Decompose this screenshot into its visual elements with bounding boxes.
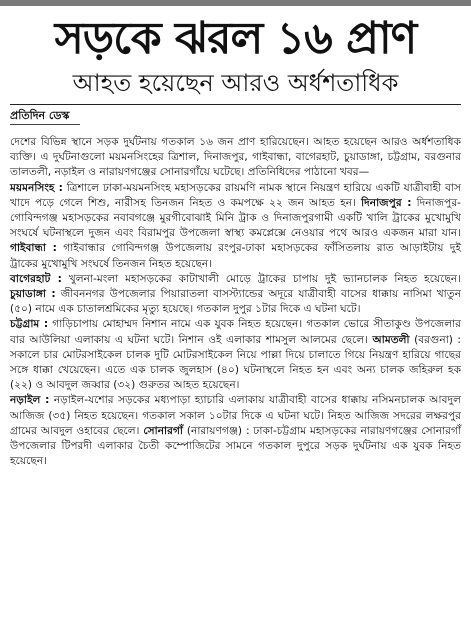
location-label: নড়াইল : (10, 394, 50, 407)
byline-underline (10, 124, 80, 125)
paragraph-text: ত্রিশালে ঢাকা-ময়মনসিংহ মহাসড়কের রায়মণি নামক স্থানে নিয়ন্ত্রণ হারিয়ে একটি যাত্রীবাহী বাস খাদে পড়ে গেলে শিশু, নারীসহ তিনজন নিহত ও কমপক্ষে ২২ জন আহত হন। (10, 181, 461, 209)
byline: প্রতিদিন ডেস্ক (10, 109, 70, 122)
paragraph-text: (বরগুনা) : সকালে চার মোটরসাইকেল চালক দুটি মোটরসাইকেল নিয়ে পাল্লা দিয়ে চালাতে গিয়ে নিয়ন্ত্রণ হারিয়ে গাছের সঙ্গে ধাক্কা খেয়েছেন। এতে এক চালক জুলহাস (৪০) ঘটনাস্থলে নিহত হন এবং অন্য চালক জহিরুল হক (২২) ও আবদুল জব্বার (৩২) গুরুতর আহত হয়েছেন। (10, 333, 461, 392)
paragraph-text: নড়াইল-যশোর সড়কের মধ্যপাড়া হ্যাচারি এলাকায় যাত্রীবাহী বাসের ধাক্কায় নসিমনচালক আবদুল আজিজ (৩৫) নিহত হয়েছেন। গতকাল সকাল ১০টার দিকে এ ঘটনা ঘটে। নিহত আজিজ সদরের লক্ষরপুর গ্রামের আবদুল ওহাবের ছেলে। (10, 394, 462, 437)
paragraph-text: গাড়িচাপায় মোহাম্মদ নিশান নামে এক যুবক নিহত হয়েছেন। গতকাল ভোরে সীতাকুণ্ড উপজেলার বার আউলিয়া এলাকায় এ ঘটনা ঘটে। নিশান ওই এলাকার শামসুল আলমের ছেলে। (10, 318, 461, 346)
paragraph-text: দেশের বিভিন্ন স্থানে সড়ক দুর্ঘটনায় গতকাল ১৬ জন প্রাণ হারিয়েছেন। আহত হয়েছেন আরও অর্ধশতাধিক ব্যক্তি। এ দুর্ঘটনাগুলো ময়মনসিংহের ত্রিশাল, দিনাজপুর, গাইবান্ধা, বাগেরহাট, চুয়াডাঙ্গা, চট্টগ্রাম, বরগুনার তালতলী, নড়াইল ও নারায়ণগঞ্জের সোনারগাঁয়ে ঘটেছে। প্রতিনিধিদের পাঠানো খবর— (10, 136, 461, 179)
location-label: দিনাজপুর : (361, 196, 412, 209)
top-divider-bar (0, 0, 471, 6)
paragraph-text: খুলনা-মংলা মহাসড়কের কাটাখালী মোড়ে ট্রাকের চাপায় দুই ভ্যানচালক নিহত হয়েছেন। (61, 272, 461, 285)
article-paragraph (10, 317, 461, 393)
location-label: ময়মনসিংহ : (10, 181, 63, 194)
article-body (10, 135, 461, 469)
headline: সড়কে ঝরল ১৬ প্রাণ (54, 13, 417, 64)
location-label: আমতলী (372, 333, 410, 346)
article-paragraph (10, 393, 461, 469)
article-paragraph (10, 181, 461, 272)
location-label: বাগেরহাট : (10, 272, 62, 285)
article-paragraph (10, 272, 461, 318)
paragraph-text: দিনাজপুর-গোবিন্দগঞ্জ মহাসড়কের নবাবগঞ্জে মুরগীবোঝাই মিনি ট্রাক ও দিনাজপুরগামী একটি খালি ট্রাকের মুখোমুখি সংঘর্ষে ঘটনাস্থলে দুজন এবং বিরামপুর উপজেলা স্বাস্থ্য কমপ্লেক্সে নেওয়ার পথে আরও একজন মারা যান। (10, 196, 461, 240)
location-label: চুয়াডাঙ্গা : (10, 288, 56, 301)
location-label: গাইবান্ধা : (10, 242, 57, 255)
article-paragraph (10, 135, 461, 181)
location-label: সোনারগাঁ (143, 424, 183, 437)
paragraph-text: গাইবান্ধার গোবিন্দগঞ্জ উপজেলায় রংপুর-ঢাকা মহাসড়কের ফাঁসিতলায় রাত আড়াইটায় দুই ট্রাকের মুখোমুখি সংঘর্ষে তিনজন নিহত হয়েছেন। (10, 242, 461, 270)
paragraph-text: জীবননগর উপজেলার পিয়ারাতলা বাসস্ট্যান্ডের অদূরে যাত্রীবাহী বাসের ধাক্কায় নাসিমা খাতুন (৫০) নামে এক চাতালশ্রমিকের মৃত্যু হয়েছে। গতকাল দুপুর ১টার দিকে এ ঘটনা ঘটে। (10, 288, 462, 316)
location-label: চট্টগ্রাম : (10, 318, 49, 331)
subheadline: আহত হয়েছেন আরও অর্ধশতাধিক (72, 69, 399, 97)
paragraph-text: (নারায়ণগঞ্জ) : ঢাকা-চট্টগ্রাম মহাসড়কের নারায়ণগঞ্জের সোনারগাঁ উপজেলার টিপরদী এলাকার চৈতী কম্পোজিটের সামনে গতকাল দুপুরে সড়ক দুর্ঘটনায় এক যুবক নিহত হয়েছেন। (10, 424, 461, 468)
header-rule (10, 104, 461, 105)
